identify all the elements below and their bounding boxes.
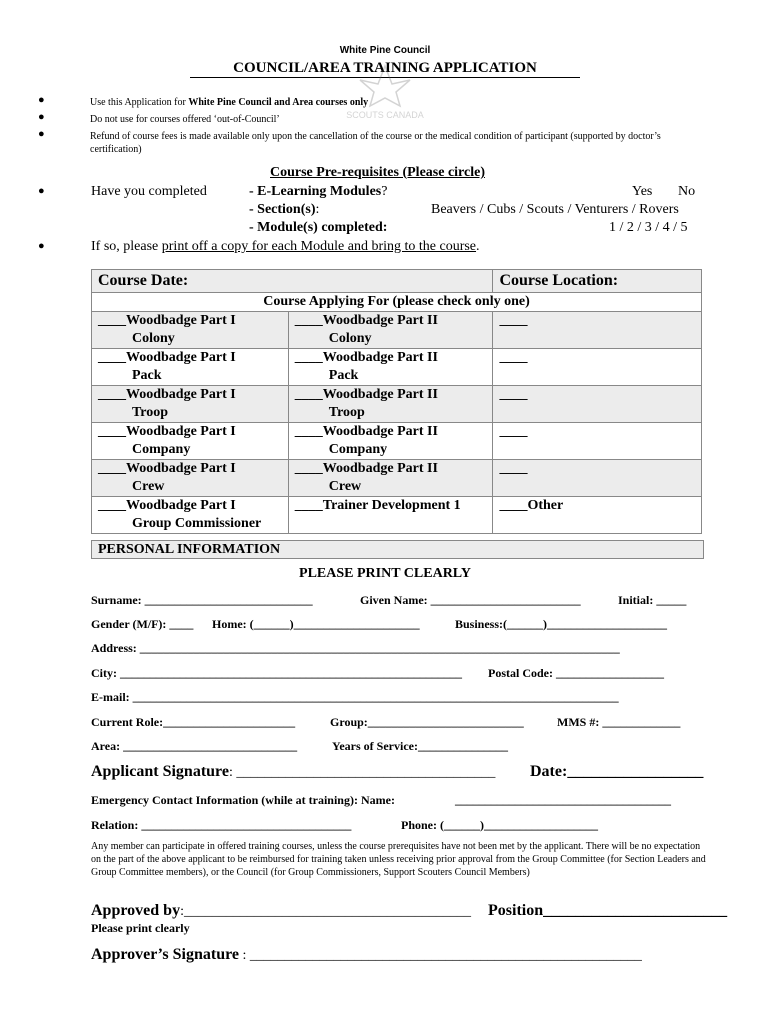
table-row xyxy=(92,497,702,534)
have-completed-label: Have you completed xyxy=(91,184,207,199)
sections-row xyxy=(249,201,319,219)
elearning-row xyxy=(249,183,387,201)
modules-label: - Module(s) completed: xyxy=(249,220,388,235)
sections-label: - Section(s) xyxy=(249,202,316,217)
option-wb1-crew[interactable]: ____Woodbadge Part I Crew xyxy=(92,460,289,497)
option-wb2-colony[interactable]: ____Woodbadge Part II Colony xyxy=(288,312,493,349)
option-blank-3[interactable]: ____ xyxy=(493,386,702,423)
option-wb2-pack[interactable]: ____Woodbadge Part II Pack xyxy=(288,349,493,386)
approved-by-field[interactable] xyxy=(91,902,471,920)
mms-field[interactable]: MMS #: _____________ xyxy=(557,715,681,729)
disclaimer-text: Any member can participate in offered training courses, unless the course prerequisites have not been met by the applicant. There will be no expectation on the part of the above applicant to be reimbursed for training taken unless receiving prior approval from the Group Committee (for Section Leaders and Group Committee members), or the Council (for Group Commissioners, Support Scouters Council Members) xyxy=(91,841,706,878)
email-field[interactable]: E-mail: _________________________________________________________________________________ xyxy=(91,690,619,704)
bullet-1 xyxy=(90,96,710,109)
approved-by-line: :_________________________________________ xyxy=(180,904,471,919)
if-so-underlined: print off a copy for each Module and bring to the course xyxy=(161,239,477,254)
bullet-1-bold: White Pine Council and Area courses only xyxy=(188,97,369,108)
table-row xyxy=(92,386,702,423)
surname-field[interactable]: Surname: ____________________________ xyxy=(91,593,313,607)
option-wb2-company[interactable]: ____Woodbadge Part II Company xyxy=(288,423,493,460)
table-row xyxy=(92,312,702,349)
address-field[interactable]: Address: ________________________________________________________________________________ xyxy=(91,641,620,655)
form-title: COUNCIL/AREA TRAINING APPLICATION xyxy=(190,59,580,78)
option-wb1-troop[interactable]: ____Woodbadge Part I Troop xyxy=(92,386,289,423)
option-wb2-troop[interactable]: ____Woodbadge Part II Troop xyxy=(288,386,493,423)
city-field[interactable]: City: _________________________________________________________ xyxy=(91,666,462,680)
postal-code-field[interactable]: Postal Code: __________________ xyxy=(488,666,664,680)
print-clearly-note: PLEASE PRINT CLEARLY xyxy=(299,566,471,581)
option-wb1-pack[interactable]: ____Woodbadge Part I Pack xyxy=(92,349,289,386)
elearning-no[interactable]: No xyxy=(678,184,696,199)
current-role-field[interactable]: Current Role:______________________ xyxy=(91,715,296,729)
approver-signature-field[interactable] xyxy=(91,946,642,964)
prereq-heading: Course Pre-requisites (Please circle) xyxy=(270,165,485,180)
approver-signature-line: : ________________________________________________________ xyxy=(239,948,642,963)
course-table xyxy=(91,269,702,534)
option-other[interactable]: ____Other xyxy=(493,497,702,534)
emergency-phone-field[interactable]: Phone: (______)___________________ xyxy=(401,818,598,832)
area-field[interactable]: Area: _____________________________ xyxy=(91,739,298,753)
option-wb1-group-commissioner[interactable]: ____Woodbadge Part I Group Commissioner xyxy=(92,497,289,534)
group-field[interactable]: Group:__________________________ xyxy=(330,715,524,729)
option-wb1-colony[interactable]: ____Woodbadge Part I Colony xyxy=(92,312,289,349)
bullet-dot-2: ● xyxy=(38,111,45,123)
course-location-cell[interactable] xyxy=(493,270,702,293)
bullet-dot-1: ● xyxy=(38,94,45,106)
bullet-1-prefix: Use this Application for xyxy=(90,97,189,108)
elearning-yes[interactable]: Yes xyxy=(632,184,653,199)
option-blank-5[interactable]: ____ xyxy=(493,460,702,497)
watermark-text: SCOUTS CANADA xyxy=(346,110,424,120)
option-wb2-crew[interactable]: ____Woodbadge Part II Crew xyxy=(288,460,493,497)
given-name-field[interactable]: Given Name: _________________________ xyxy=(360,593,581,607)
approver-signature-label: Approver’s Signature xyxy=(91,946,239,963)
date-field[interactable]: Date:_________________ xyxy=(530,763,704,780)
bullet-dot-4: ● xyxy=(38,185,45,197)
course-location-label: Course Location: xyxy=(499,272,619,289)
emergency-contact-name-field[interactable]: ____________________________________ xyxy=(455,793,671,807)
bullet-2: Do not use for courses offered ‘out-of-Council’ xyxy=(90,114,280,125)
option-blank-1[interactable]: ____ xyxy=(493,312,702,349)
position-field[interactable]: Position_______________________ xyxy=(488,902,728,919)
applicant-signature-label: Applicant Signature xyxy=(91,763,229,780)
option-blank-2[interactable]: ____ xyxy=(493,349,702,386)
option-trainer-development-1[interactable]: ____Trainer Development 1 xyxy=(288,497,493,534)
approval-print-clearly-note: Please print clearly xyxy=(91,921,190,935)
emergency-contact-label: Emergency Contact Information (while at training): Name: xyxy=(91,793,395,807)
sections-options[interactable]: Beavers / Cubs / Scouts / Venturers / Rovers xyxy=(431,202,679,217)
initial-field[interactable]: Initial: _____ xyxy=(618,593,687,607)
relation-field[interactable]: Relation: ___________________________________ xyxy=(91,818,352,832)
course-date-label: Course Date: xyxy=(98,272,189,289)
sections-colon: : xyxy=(315,202,320,217)
table-row xyxy=(92,460,702,497)
approved-by-label: Approved by xyxy=(91,902,181,919)
applicant-signature-field[interactable] xyxy=(91,763,495,781)
modules-options[interactable]: 1 / 2 / 3 / 4 / 5 xyxy=(609,220,688,235)
if-so-suffix: . xyxy=(476,239,480,254)
business-phone-field[interactable]: Business:(______)____________________ xyxy=(455,617,668,631)
option-blank-4[interactable]: ____ xyxy=(493,423,702,460)
bullet-3: Refund of course fees is made available only upon the cancellation of the course or the medical condition of participant (supported by doctor’s certification) xyxy=(90,131,661,155)
bullet-dot-5: ● xyxy=(38,240,45,252)
course-date-cell[interactable] xyxy=(92,270,493,293)
elearning-q: ? xyxy=(381,184,388,199)
if-so-prefix: If so, please xyxy=(91,239,162,254)
course-applying-for: Course Applying For (please check only one) xyxy=(92,293,702,312)
table-row xyxy=(92,423,702,460)
elearning-label: - E-Learning Modules xyxy=(249,184,382,199)
bullet-dot-3: ● xyxy=(38,128,45,140)
personal-info-heading: PERSONAL INFORMATION xyxy=(91,540,704,559)
home-phone-field[interactable]: Home: (______)_____________________ xyxy=(212,617,420,631)
years-service-field[interactable]: Years of Service:_______________ xyxy=(332,739,508,753)
applicant-signature-line: : _____________________________________ xyxy=(228,765,496,780)
table-row xyxy=(92,349,702,386)
if-so-instruction xyxy=(91,238,480,256)
council-name: White Pine Council xyxy=(339,45,431,56)
option-wb1-company[interactable]: ____Woodbadge Part I Company xyxy=(92,423,289,460)
gender-field[interactable]: Gender (M/F): ____ xyxy=(91,617,194,631)
